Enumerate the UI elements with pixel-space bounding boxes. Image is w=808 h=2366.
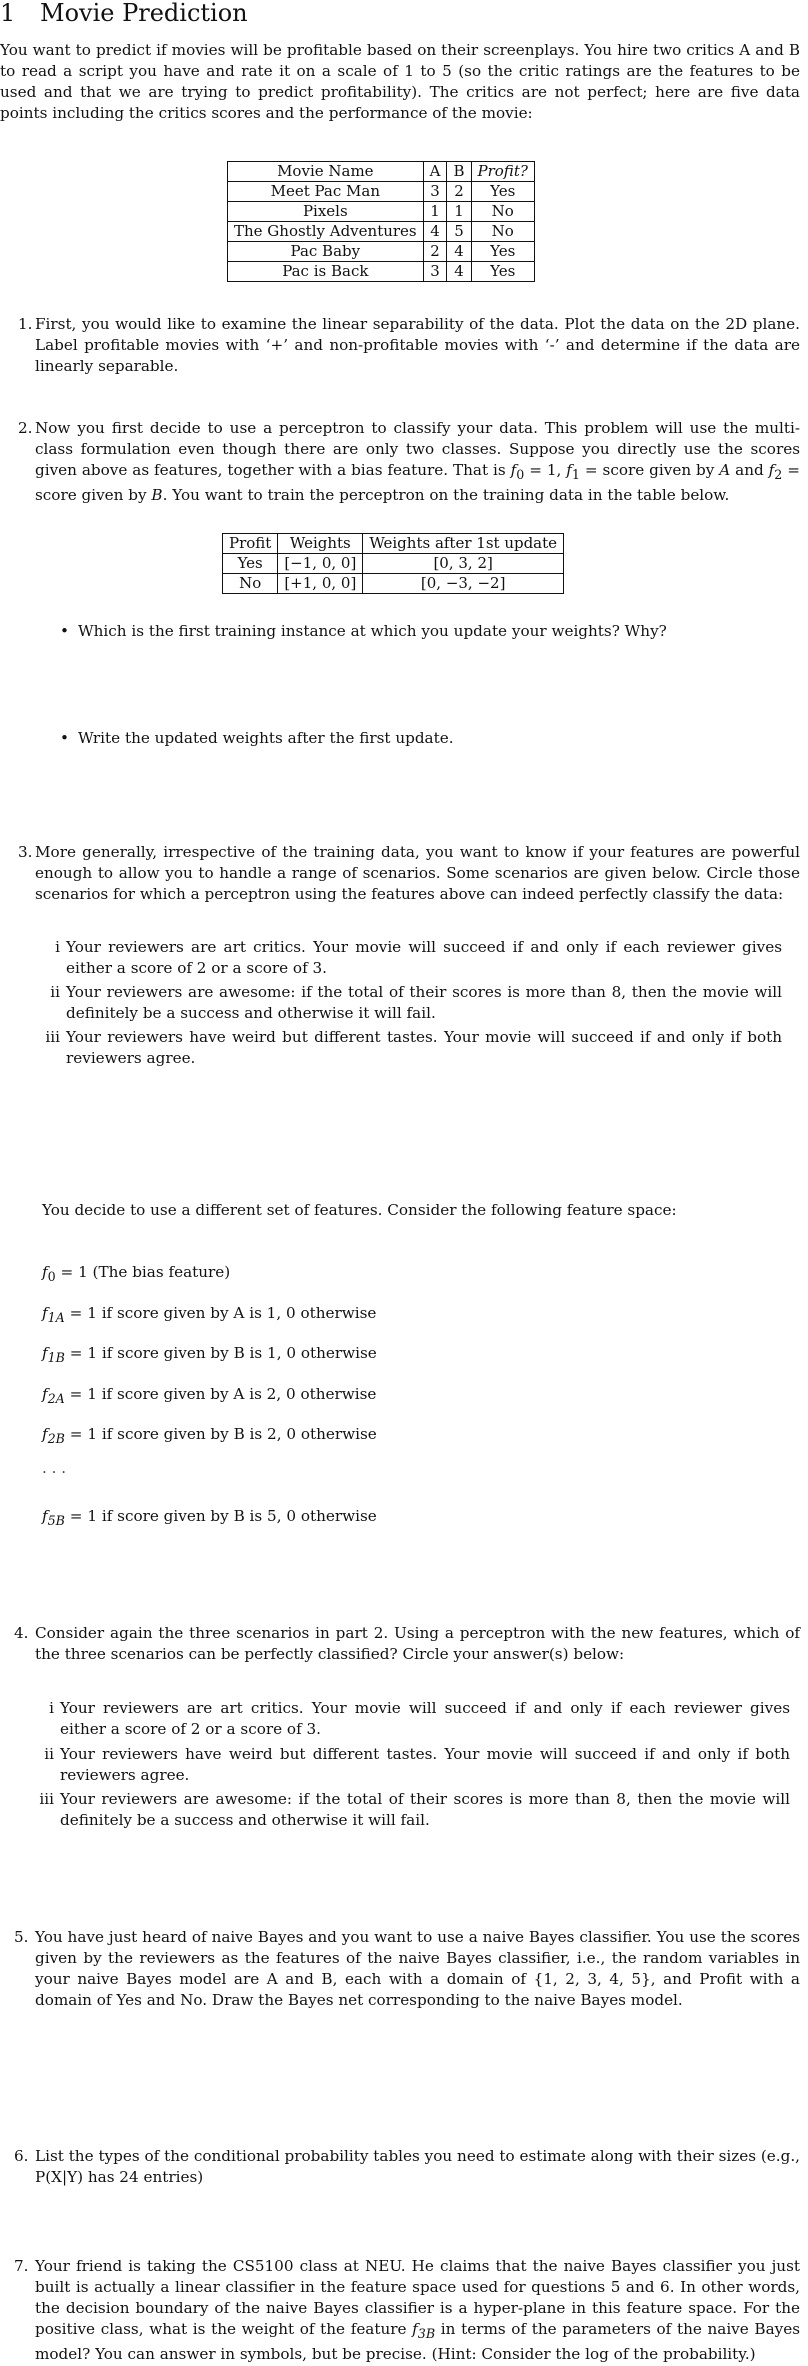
section-number: 1 bbox=[0, 0, 16, 27]
scenario-item bbox=[42, 982, 782, 1024]
table-cell: Yes bbox=[471, 182, 534, 202]
question-number: 1. bbox=[18, 315, 33, 333]
scenario-number: iii bbox=[45, 1028, 60, 1046]
question-1 bbox=[18, 314, 800, 377]
question-text: Consider again the three scenarios in part 2. Using a perceptron with the new features, which of the three scenarios can be perfectly classified? Circle your answer(s) below: bbox=[35, 1624, 800, 1663]
question-text: More generally, irrespective of the training data, you want to know if your features are powerful enough to allow you to handle a range of scenarios. Some scenarios are given below. Circle those scenarios for which a perceptron using the features above can indeed perfectly classify the data: bbox=[35, 843, 800, 903]
question-7 bbox=[14, 2256, 800, 2365]
table-header: Weights after 1st update bbox=[363, 534, 564, 554]
table-header: A bbox=[423, 162, 447, 182]
table-cell: 1 bbox=[423, 202, 447, 222]
question-4 bbox=[14, 1623, 800, 1665]
question-3 bbox=[18, 842, 800, 905]
scenario-text: Your reviewers are awesome: if the total of their scores is more than 8, then the movie will definitely be a success and otherwise it will fail. bbox=[60, 1790, 790, 1829]
question-6 bbox=[14, 2146, 800, 2188]
scenario-number: i bbox=[49, 1699, 54, 1717]
bullet-text: Which is the first training instance at which you update your weights? Why? bbox=[78, 622, 667, 640]
feature-intro: You decide to use a different set of features. Consider the following feature space: bbox=[42, 1201, 677, 1219]
table-cell: Yes bbox=[471, 242, 534, 262]
table-header: Movie Name bbox=[228, 162, 424, 182]
table-header: Weights bbox=[278, 534, 363, 554]
feature-item: $f_{2A} = 1$ if score given by A is 2, 0 otherwise bbox=[42, 1385, 377, 1407]
question-number: 5. bbox=[14, 1928, 29, 1946]
table-cell: No bbox=[471, 222, 534, 242]
bullet-item bbox=[60, 728, 790, 749]
table-row bbox=[223, 554, 564, 574]
question-5 bbox=[14, 1927, 800, 2011]
table-header-row bbox=[223, 534, 564, 554]
table-cell: 5 bbox=[447, 222, 471, 242]
scenario-number: i bbox=[55, 938, 60, 956]
table-cell: No bbox=[223, 574, 278, 594]
table-row bbox=[228, 242, 535, 262]
table-cell: The Ghostly Adventures bbox=[228, 222, 424, 242]
table-header: Profit bbox=[223, 534, 278, 554]
question-number: 4. bbox=[14, 1624, 29, 1642]
table-row bbox=[223, 574, 564, 594]
scenario-item bbox=[42, 1027, 782, 1069]
question-number: 3. bbox=[18, 843, 33, 861]
table-row bbox=[228, 182, 535, 202]
scenario-number: ii bbox=[50, 983, 60, 1001]
table-cell: 3 bbox=[423, 182, 447, 202]
table-cell: 4 bbox=[447, 242, 471, 262]
scenario-item bbox=[36, 1789, 790, 1831]
feature-item: $f_{5B} = 1$ if score given by B is 5, 0 otherwise bbox=[42, 1507, 377, 1529]
table-cell: Yes bbox=[223, 554, 278, 574]
table-cell: [+1, 0, 0] bbox=[278, 574, 363, 594]
table-cell: Yes bbox=[471, 262, 534, 282]
scenario-item bbox=[36, 1744, 790, 1786]
question-text: First, you would like to examine the linear separability of the data. Plot the data on the 2D plane. Label profitable movies with ‘+’ and non-profitable movies with ‘-’ and determine if the data are linearly separable. bbox=[35, 315, 800, 375]
feature-item: $f_{2B} = 1$ if score given by B is 2, 0 otherwise bbox=[42, 1425, 377, 1447]
table-row bbox=[228, 202, 535, 222]
question-text: Now you first decide to use a perceptron to classify your data. This problem will use the multi-class formulation even though there are only two classes. Suppose you directly use the scores given above as features, together with a bias feature. That is $f_0 = 1$, $f_1$ = score given by A and $f_2$ = score given by B. You want to train the perceptron on the training data in the table below. bbox=[35, 419, 800, 505]
scenario-text: Your reviewers have weird but different tastes. Your movie will succeed if and only if both reviewers agree. bbox=[66, 1028, 782, 1067]
question-2 bbox=[18, 418, 800, 506]
scenario-text: Your reviewers have weird but different tastes. Your movie will succeed if and only if both reviewers agree. bbox=[60, 1745, 790, 1784]
table-cell: 1 bbox=[447, 202, 471, 222]
bullet-icon: • bbox=[60, 622, 69, 640]
scenario-number: ii bbox=[44, 1745, 54, 1763]
feature-item: $f_0 = 1$ (The bias feature) bbox=[42, 1263, 231, 1285]
section-title: Movie Prediction bbox=[40, 0, 248, 27]
weights-table bbox=[222, 533, 564, 594]
question-number: 7. bbox=[14, 2257, 29, 2275]
section-heading bbox=[0, 0, 248, 26]
table-cell: 2 bbox=[423, 242, 447, 262]
scenario-text: Your reviewers are art critics. Your movie will succeed if and only if each reviewer gives either a score of 2 or a score of 3. bbox=[60, 1699, 790, 1738]
scenario-item bbox=[36, 1698, 790, 1740]
table-cell: 3 bbox=[423, 262, 447, 282]
scenario-item bbox=[42, 937, 782, 979]
scenario-text: Your reviewers are art critics. Your movie will succeed if and only if each reviewer gives either a score of 2 or a score of 3. bbox=[66, 938, 782, 977]
scenario-text: Your reviewers are awesome: if the total of their scores is more than 8, then the movie will definitely be a success and otherwise it will fail. bbox=[66, 983, 782, 1022]
intro-paragraph: You want to predict if movies will be profitable based on their screenplays. You hire two critics A and B to read a script you have and rate it on a scale of 1 to 5 (so the critic ratings are the features to be used and that we are trying to predict profitability). The critics are not perfect; here are five data points including the critics scores and the performance of the movie: bbox=[0, 41, 800, 122]
table-cell: [0, 3, 2] bbox=[363, 554, 564, 574]
bullet-text: Write the updated weights after the first update. bbox=[78, 729, 454, 747]
table-cell: [−1, 0, 0] bbox=[278, 554, 363, 574]
question-text: List the types of the conditional probability tables you need to estimate along with their sizes (e.g., P(X|Y) has 24 entries) bbox=[35, 2147, 800, 2186]
table-cell: Pixels bbox=[228, 202, 424, 222]
table-cell: 4 bbox=[447, 262, 471, 282]
bullet-item bbox=[60, 621, 790, 642]
table-header: B bbox=[447, 162, 471, 182]
question-number: 2. bbox=[18, 419, 33, 437]
table-row bbox=[228, 222, 535, 242]
table-cell: [0, −3, −2] bbox=[363, 574, 564, 594]
question-text: You have just heard of naive Bayes and you want to use a naive Bayes classifier. You use the scores given by the reviewers as the features of the naive Bayes classifier, i.e., the random variables in your naive Bayes model are A and B, each with a domain of {1, 2, 3, 4, 5}, and Profit with a domain of Yes and No. Draw the Bayes net corresponding to the naive Bayes model. bbox=[35, 1928, 800, 2009]
table-header: Profit? bbox=[471, 162, 534, 182]
table-cell: Pac Baby bbox=[228, 242, 424, 262]
table-cell: 2 bbox=[447, 182, 471, 202]
table-cell: 4 bbox=[423, 222, 447, 242]
feature-item: $f_{1B} = 1$ if score given by B is 1, 0 otherwise bbox=[42, 1344, 377, 1366]
table-cell: Pac is Back bbox=[228, 262, 424, 282]
bullet-icon: • bbox=[60, 729, 69, 747]
question-number: 6. bbox=[14, 2147, 29, 2165]
feature-item: $f_{1A} = 1$ if score given by A is 1, 0 otherwise bbox=[42, 1304, 377, 1326]
question-text: Your friend is taking the CS5100 class at NEU. He claims that the naive Bayes classifier you just built is actually a linear classifier in the feature space used for questions 5 and 6. In other words, the decision boundary of the naive Bayes classifier is a hyper-plane in this feature space. For the positive class, what is the weight of the feature $f_{3B}$ in terms of the parameters of the naive Bayes model? You can answer in symbols, but be precise. (Hint: Consider the log of the probability.) bbox=[35, 2257, 800, 2364]
scenario-number: iii bbox=[39, 1790, 54, 1808]
table-cell: Meet Pac Man bbox=[228, 182, 424, 202]
movie-data-table bbox=[227, 161, 535, 282]
feature-ellipsis: · · · bbox=[42, 1463, 67, 1481]
table-header-row bbox=[228, 162, 535, 182]
table-cell: No bbox=[471, 202, 534, 222]
table-row bbox=[228, 262, 535, 282]
